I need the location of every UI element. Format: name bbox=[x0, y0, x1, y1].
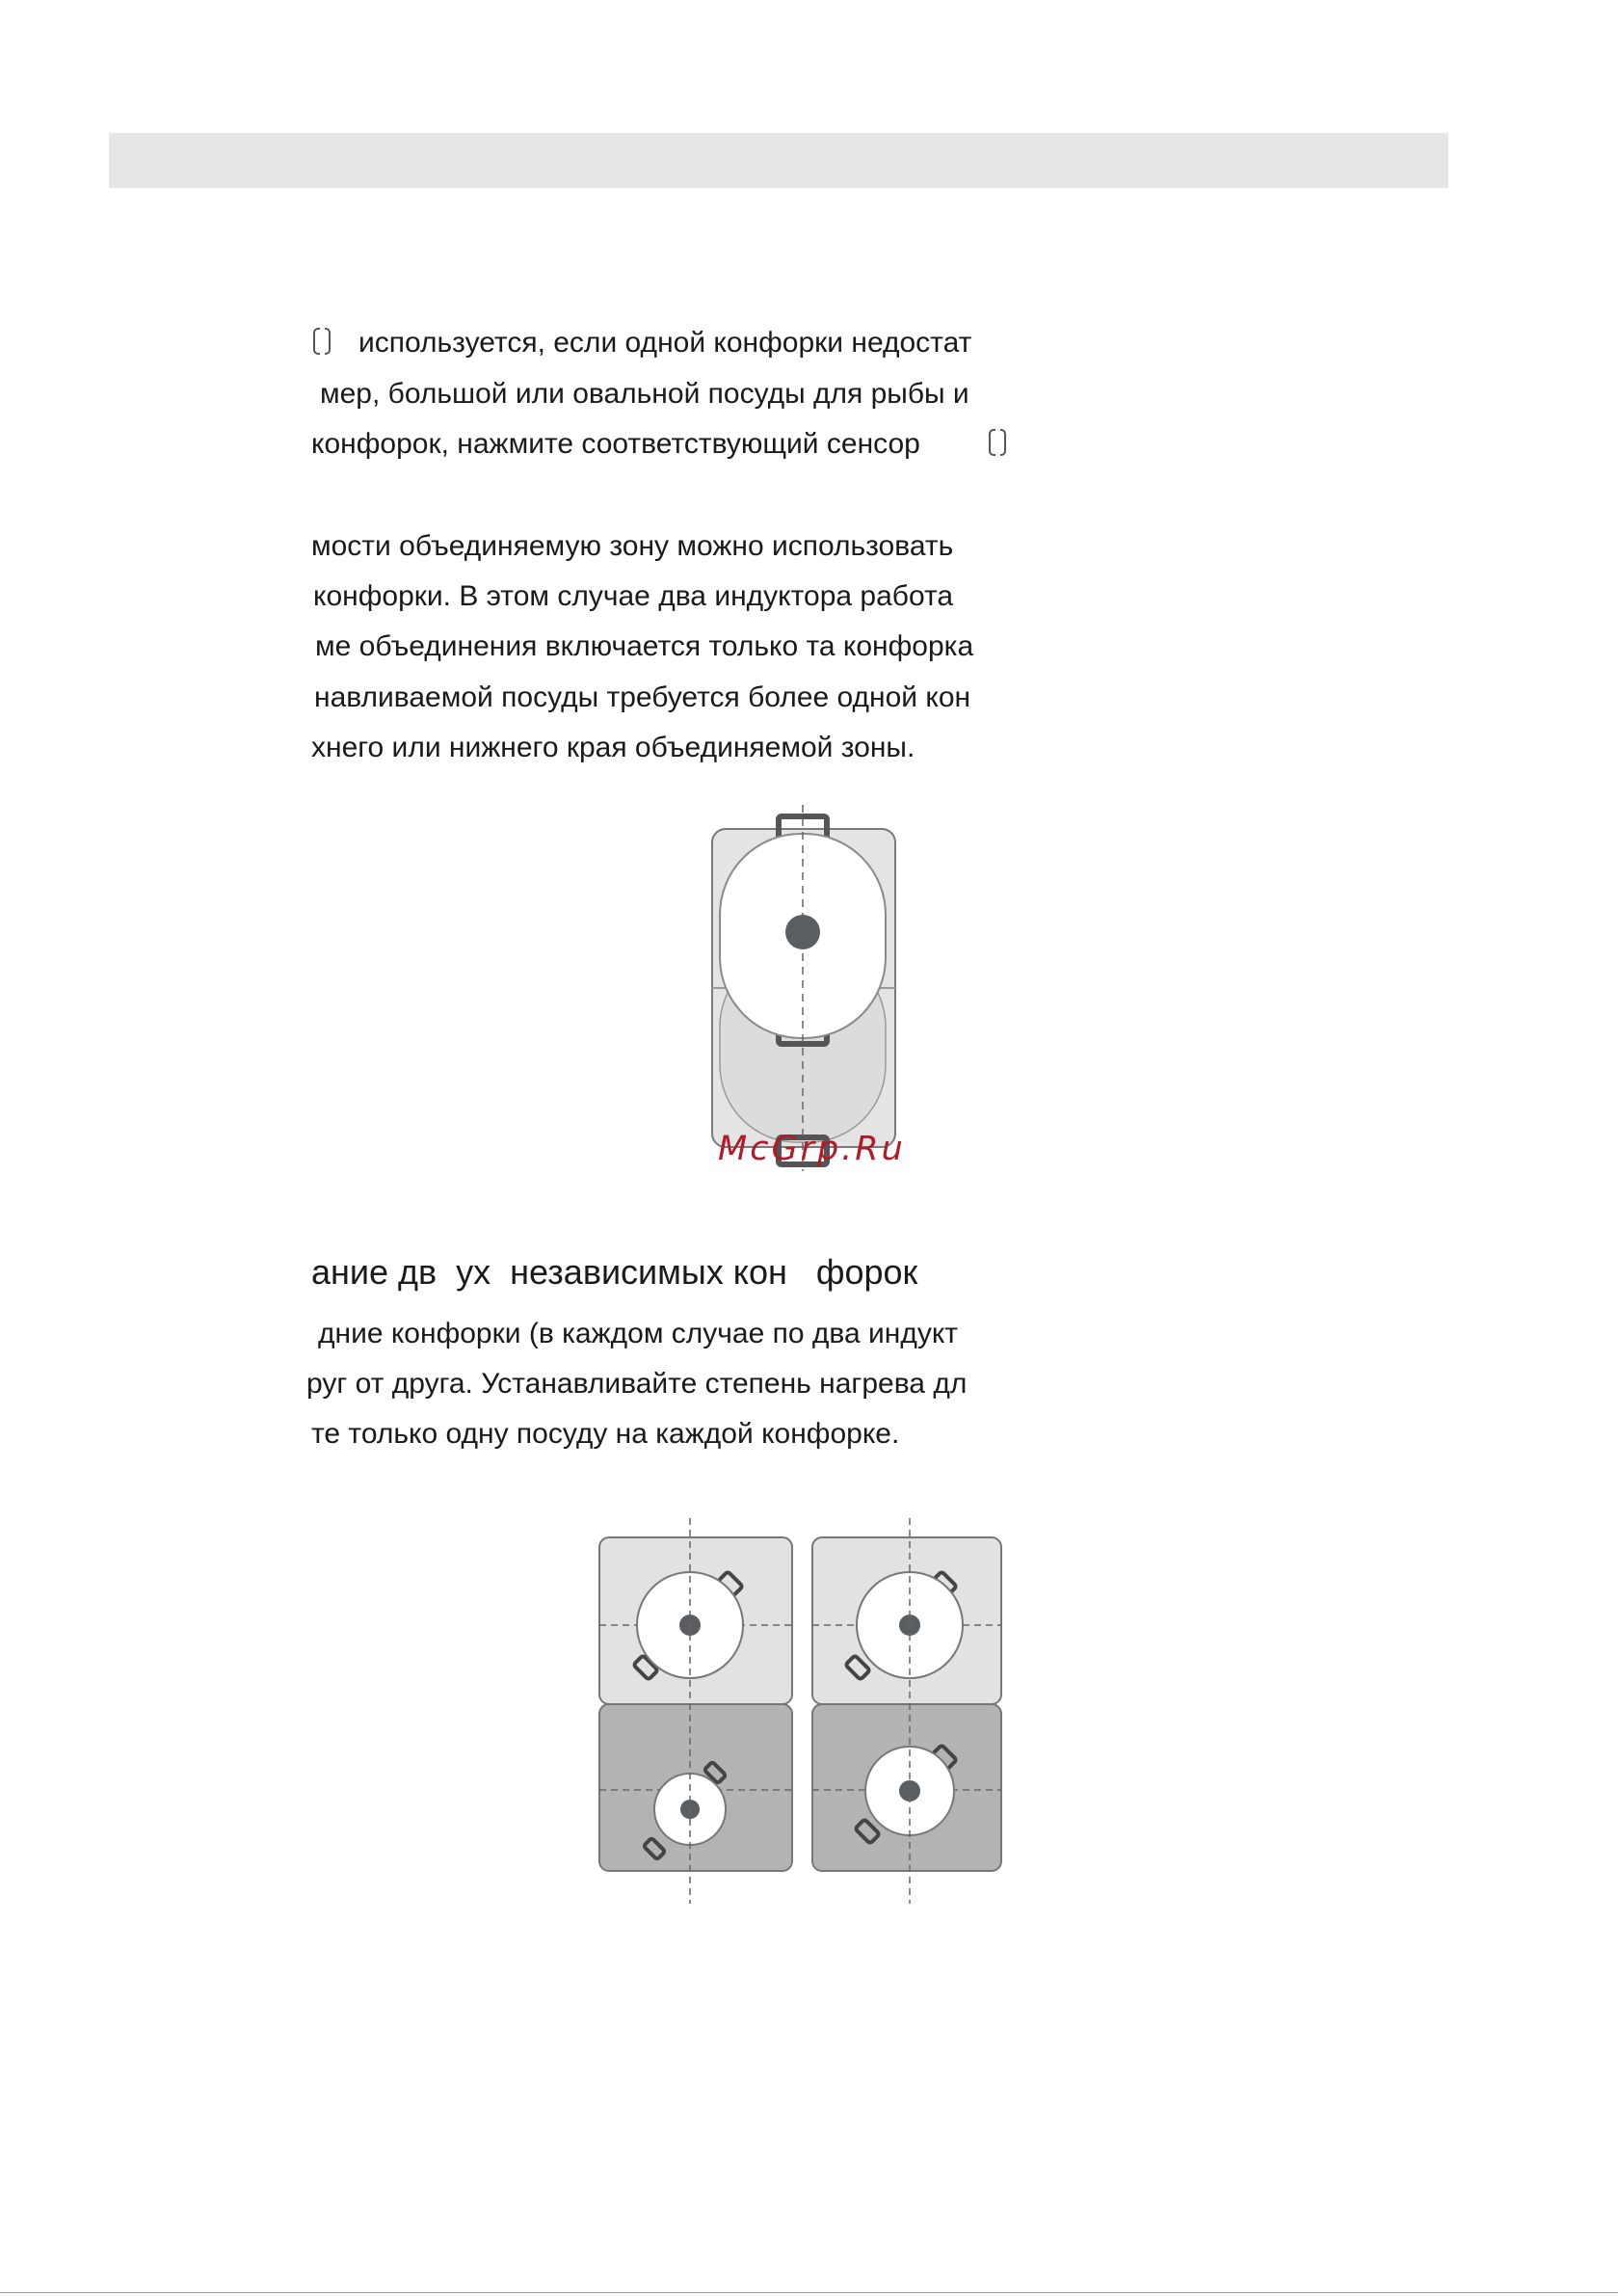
paragraph-line: навливаемой посуды требуется более одной кон bbox=[314, 681, 971, 713]
page-header-bar bbox=[109, 133, 1448, 188]
section-heading: ание дв ух независимых кон форок bbox=[311, 1252, 918, 1292]
right-zone-column bbox=[812, 1518, 1001, 1904]
paragraph-line: мости объединяемую зону можно использовать bbox=[311, 530, 954, 562]
paragraph-line: ме объединения включается только та конфорка bbox=[315, 630, 974, 662]
paragraph-line: руг от друга. Устанавливайте степень нагрева дл bbox=[306, 1368, 968, 1400]
paragraph-line: те только одну посуду на каждой конфорке. bbox=[311, 1418, 900, 1450]
bridge-sensor-icon bbox=[989, 429, 1006, 456]
watermark: McGrp.Ru bbox=[718, 1130, 906, 1168]
left-zone-column bbox=[599, 1518, 792, 1904]
independent-zones-diagram bbox=[593, 1518, 1007, 1904]
bridge-sensor-icon bbox=[313, 328, 331, 355]
paragraph-line: используется, если одной конфорки недостат bbox=[358, 327, 972, 359]
paragraph-line: хнего или нижнего края объединяемой зоны. bbox=[311, 732, 915, 763]
bridged-zone-diagram bbox=[703, 805, 901, 1171]
paragraph-line: дние конфорки (в каждом случае по два индукт bbox=[318, 1318, 959, 1349]
paragraph-line: конфорки. В этом случае два индуктора работа bbox=[313, 580, 954, 612]
page-bottom-rule bbox=[0, 2292, 1618, 2293]
paragraph-line: конфорок, нажмите соответствующий сенсор bbox=[311, 428, 920, 460]
paragraph-line: мер, большой или овальной посуды для рыбы и bbox=[320, 378, 969, 410]
